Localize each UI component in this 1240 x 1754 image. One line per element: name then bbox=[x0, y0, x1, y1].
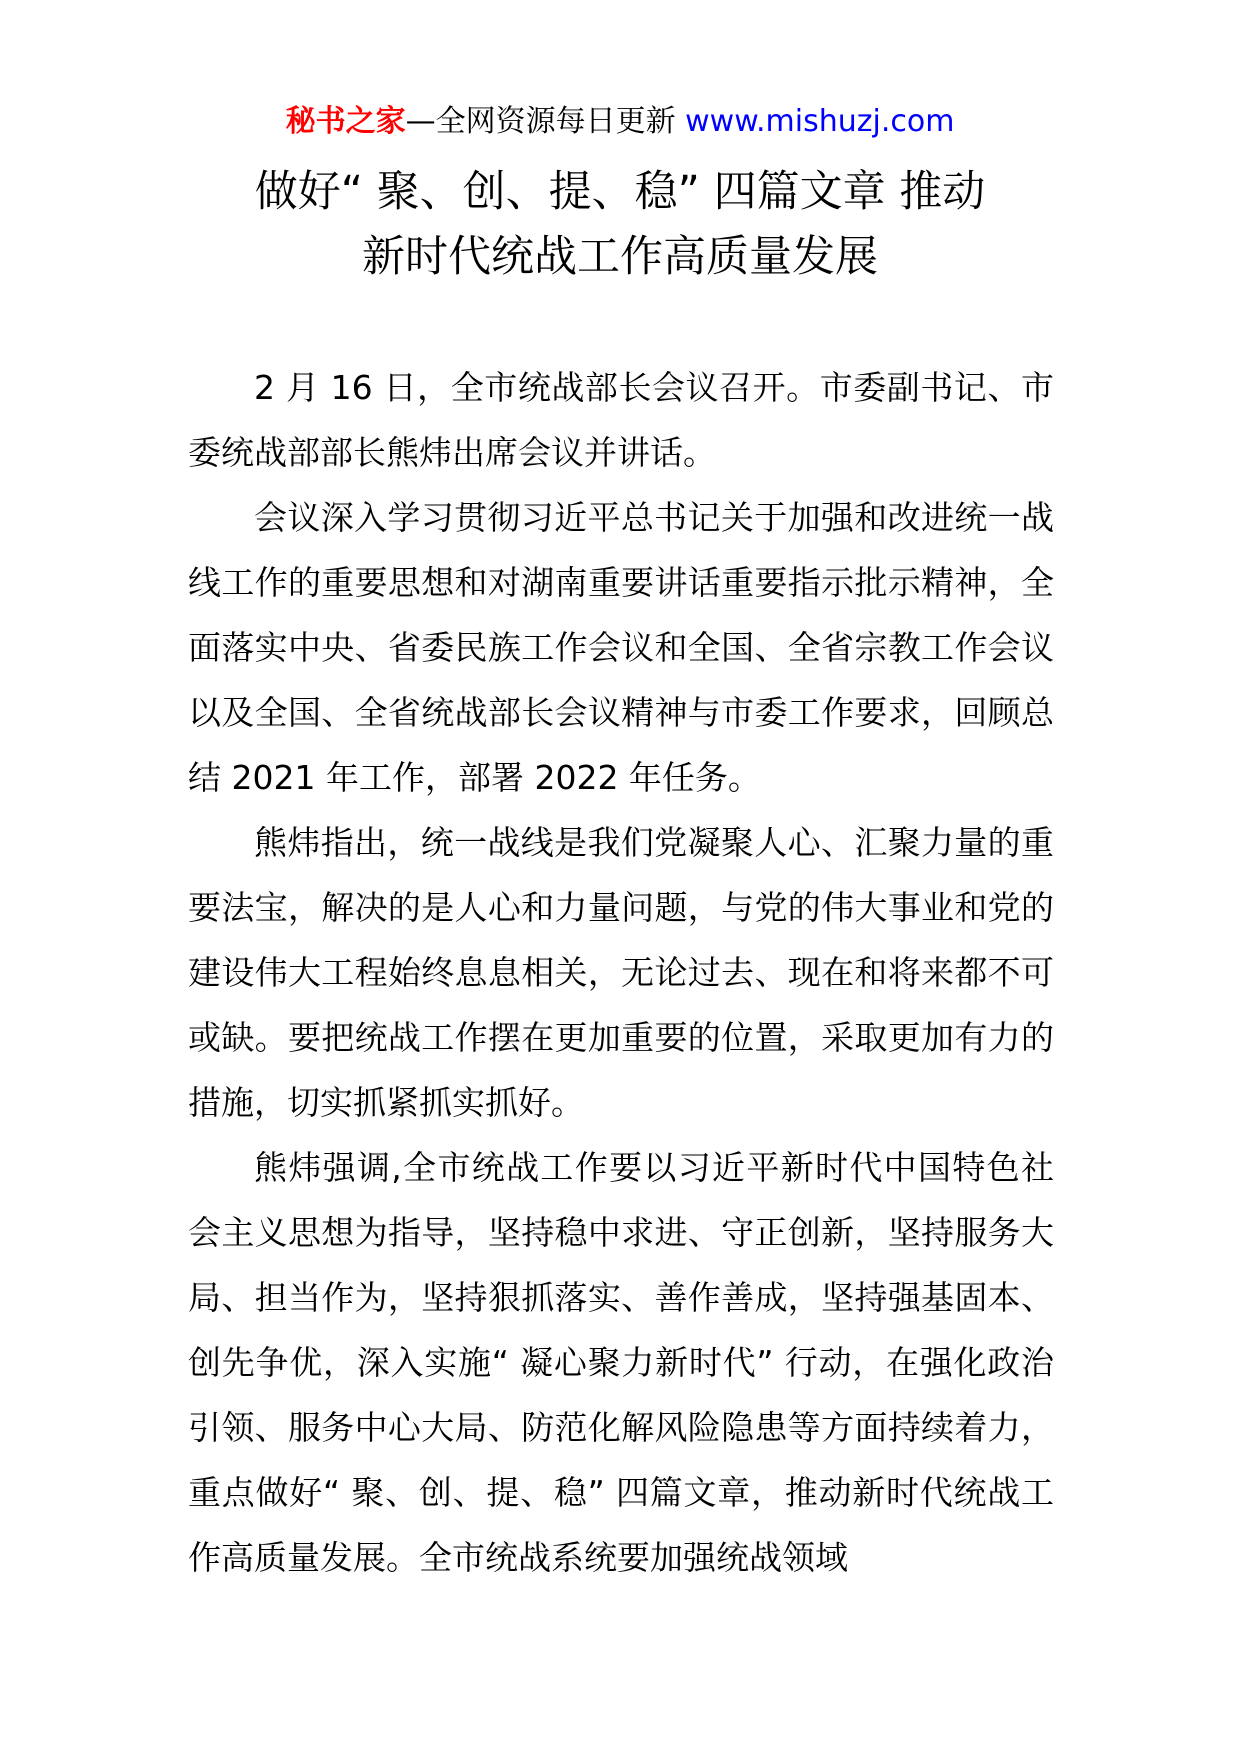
site-header bbox=[0, 102, 1240, 142]
site-url-link[interactable]: www.mishuzj.com bbox=[685, 104, 955, 139]
paragraph-3: 熊炜指出，统一战线是我们党凝聚人心、汇聚力量的重要法宝，解决的是人心和力量问题，与党的伟大事业和党的建设伟大工程始终息息相关，无论过去、现在和将来都不可或缺。要把统战工作摆在更加重要的位置，采取更加有力的措施，切实抓紧抓实抓好。 bbox=[188, 823, 1054, 1122]
header-tagline: —全网资源每日更新 bbox=[405, 104, 676, 139]
title-line-2: 新时代统战工作高质量发展 bbox=[362, 232, 878, 282]
paragraph-1: 2 月 16 日，全市统战部长会议召开。市委副书记、市委统战部部长熊炜出席会议并讲话。 bbox=[188, 368, 1054, 472]
paragraph-2: 会议深入学习贯彻习近平总书记关于加强和改进统一战线工作的重要思想和对湖南重要讲话重要指示批示精神，全面落实中央、省委民族工作会议和全国、全省宗教工作会议以及全国、全省统战部长会议精神与市委工作要求，回顾总结 2021 年工作，部署 2022 年任务。 bbox=[188, 498, 1054, 797]
document-title bbox=[150, 160, 1090, 290]
title-line-1: 做好“ 聚、创、提、稳” 四篇文章 推动 bbox=[254, 167, 986, 217]
brand-name: 秘书之家 bbox=[285, 104, 406, 139]
paragraph-4: 熊炜强调,全市统战工作要以习近平新时代中国特色社会主义思想为指导，坚持稳中求进、守正创新，坚持服务大局、担当作为，坚持狠抓落实、善作善成，坚持强基固本、创先争优，深入实施“ 凝心聚力新时代” 行动，在强化政治引领、服务中心大局、防范化解风险隐患等方面持续着力，重点做好“ 聚、创、提、稳” 四篇文章，推动新时代统战工作高质量发展。全市统战系统要加强统战领域 bbox=[188, 1148, 1054, 1577]
document-body bbox=[188, 355, 1054, 1590]
